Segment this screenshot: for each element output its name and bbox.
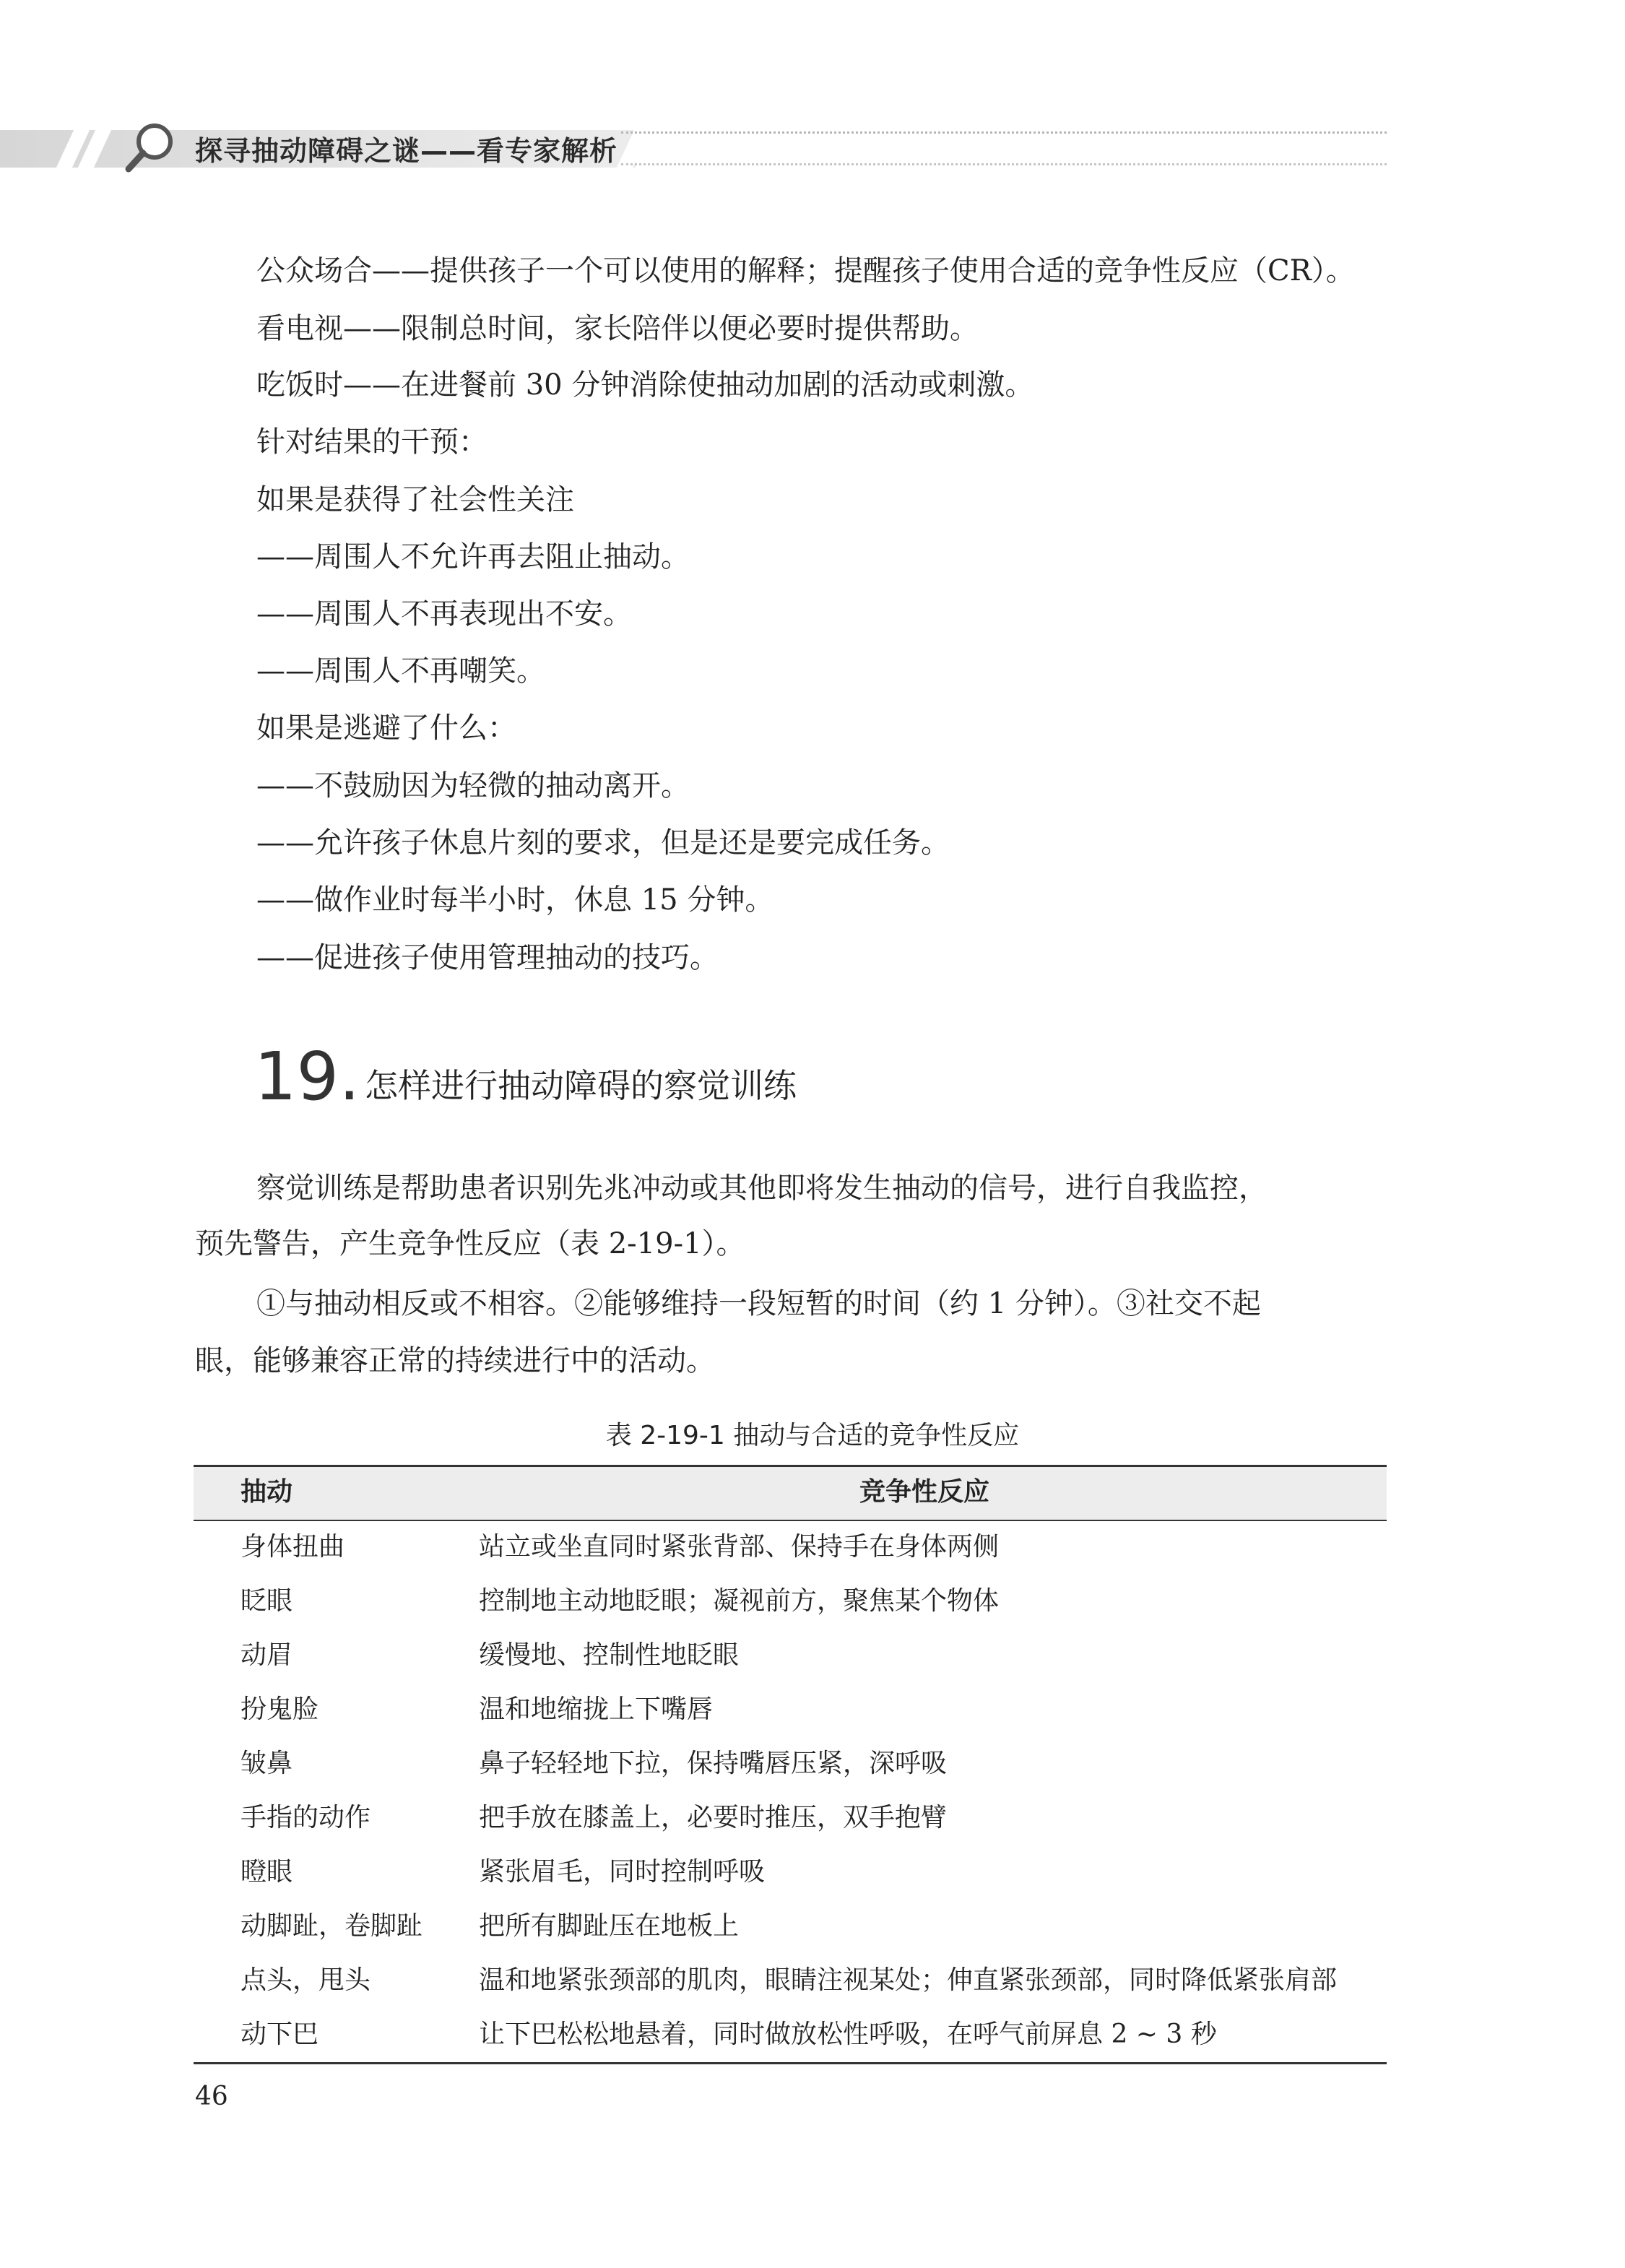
paragraph-line: 如果是逃避了什么： <box>256 711 516 745</box>
table-cell-tic: 动下巴 <box>240 2020 319 2049</box>
paragraph-line: ——周围人不允许再去阻止抽动。 <box>256 540 690 574</box>
paragraph-line: 看电视——限制总时间，家长陪伴以便必要时提供帮助。 <box>256 312 979 345</box>
table-cell-tic: 点头，甩头 <box>240 1965 371 1995</box>
table-cell-tic: 扮鬼脸 <box>240 1694 319 1724</box>
table-cell-response: 控制地主动地眨眼；凝视前方，聚焦某个物体 <box>479 1586 1000 1616</box>
body-line: 眼，能够兼容正常的持续进行中的活动。 <box>195 1344 715 1377</box>
table-header-background <box>194 1466 1387 1520</box>
table-cell-response: 温和地缩拢上下嘴唇 <box>479 1694 714 1724</box>
paragraph-line: ——不鼓励因为轻微的抽动离开。 <box>256 769 690 802</box>
table-cell-response: 把手放在膝盖上，必要时推压，双手抱臂 <box>479 1803 948 1832</box>
table-caption: 表 2-19-1 抽动与合适的竞争性反应 <box>605 1421 1020 1450</box>
paragraph-line: ——促进孩子使用管理抽动的技巧。 <box>256 941 719 974</box>
table-header-response: 竞争性反应 <box>859 1477 990 1507</box>
paragraph-line: ——做作业时每半小时，休息 15 分钟。 <box>256 883 774 917</box>
table-cell-tic: 瞪眼 <box>240 1857 293 1887</box>
table-header-rule <box>194 1520 1387 1521</box>
table-cell-tic: 手指的动作 <box>240 1803 371 1832</box>
paragraph-line: ——周围人不再嘲笑。 <box>256 654 545 688</box>
table-cell-tic: 动脚趾，卷脚趾 <box>240 1911 423 1941</box>
paragraph-line: ——允许孩子休息片刻的要求，但是还是要完成任务。 <box>256 826 950 860</box>
table-cell-response: 让下巴松松地悬着，同时做放松性呼吸，在呼气前屏息 2 ~ 3 秒 <box>479 2020 1217 2049</box>
paragraph-line: ——周围人不再表现出不安。 <box>256 597 632 631</box>
paragraph-line: 吃饭时——在进餐前 30 分钟消除使抽动加剧的活动或刺激。 <box>256 368 1034 402</box>
page-number: 46 <box>195 2082 228 2111</box>
table-cell-response: 温和地紧张颈部的肌肉，眼睛注视某处；伸直紧张颈部，同时降低紧张肩部 <box>479 1965 1338 1995</box>
body-line: ①与抽动相反或不相容。②能够维持一段短暂的时间（约 1 分钟）。③社交不起 <box>256 1287 1261 1320</box>
section-number: 19. <box>254 1038 360 1115</box>
table-top-rule <box>194 1465 1387 1467</box>
table-cell-tic: 皱鼻 <box>240 1749 293 1778</box>
table-cell-response: 缓慢地、控制性地眨眼 <box>479 1640 740 1670</box>
table-cell-tic: 动眉 <box>240 1640 293 1670</box>
header-title: 探寻抽动障碍之谜——看专家解析 <box>195 135 618 167</box>
table-bottom-rule <box>194 2062 1387 2064</box>
paragraph-line: 针对结果的干预： <box>256 425 488 459</box>
table-header-tic: 抽动 <box>240 1477 293 1507</box>
running-header <box>0 123 1625 168</box>
section-title: 怎样进行抽动障碍的察觉训练 <box>365 1066 797 1105</box>
paragraph-line: 公众场合——提供孩子一个可以使用的解释；提醒孩子使用合适的竞争性反应（CR）。 <box>256 254 1355 287</box>
table-cell-response: 紧张眉毛，同时控制呼吸 <box>479 1857 766 1887</box>
paragraph-line: 如果是获得了社会性关注 <box>256 483 574 516</box>
table-cell-tic: 眨眼 <box>240 1586 293 1616</box>
table-cell-response: 鼻子轻轻地下拉，保持嘴唇压紧，深呼吸 <box>479 1749 948 1778</box>
table-cell-tic: 身体扭曲 <box>240 1532 345 1562</box>
table-cell-response: 把所有脚趾压在地板上 <box>479 1911 740 1941</box>
magnifier-icon <box>121 118 179 176</box>
table-cell-response: 站立或坐直同时紧张背部、保持手在身体两侧 <box>479 1532 1000 1562</box>
body-line: 察觉训练是帮助患者识别先兆冲动或其他即将发生抽动的信号，进行自我监控， <box>256 1172 1268 1205</box>
body-line: 预先警告，产生竞争性反应（表 2-19-1）。 <box>195 1227 745 1260</box>
